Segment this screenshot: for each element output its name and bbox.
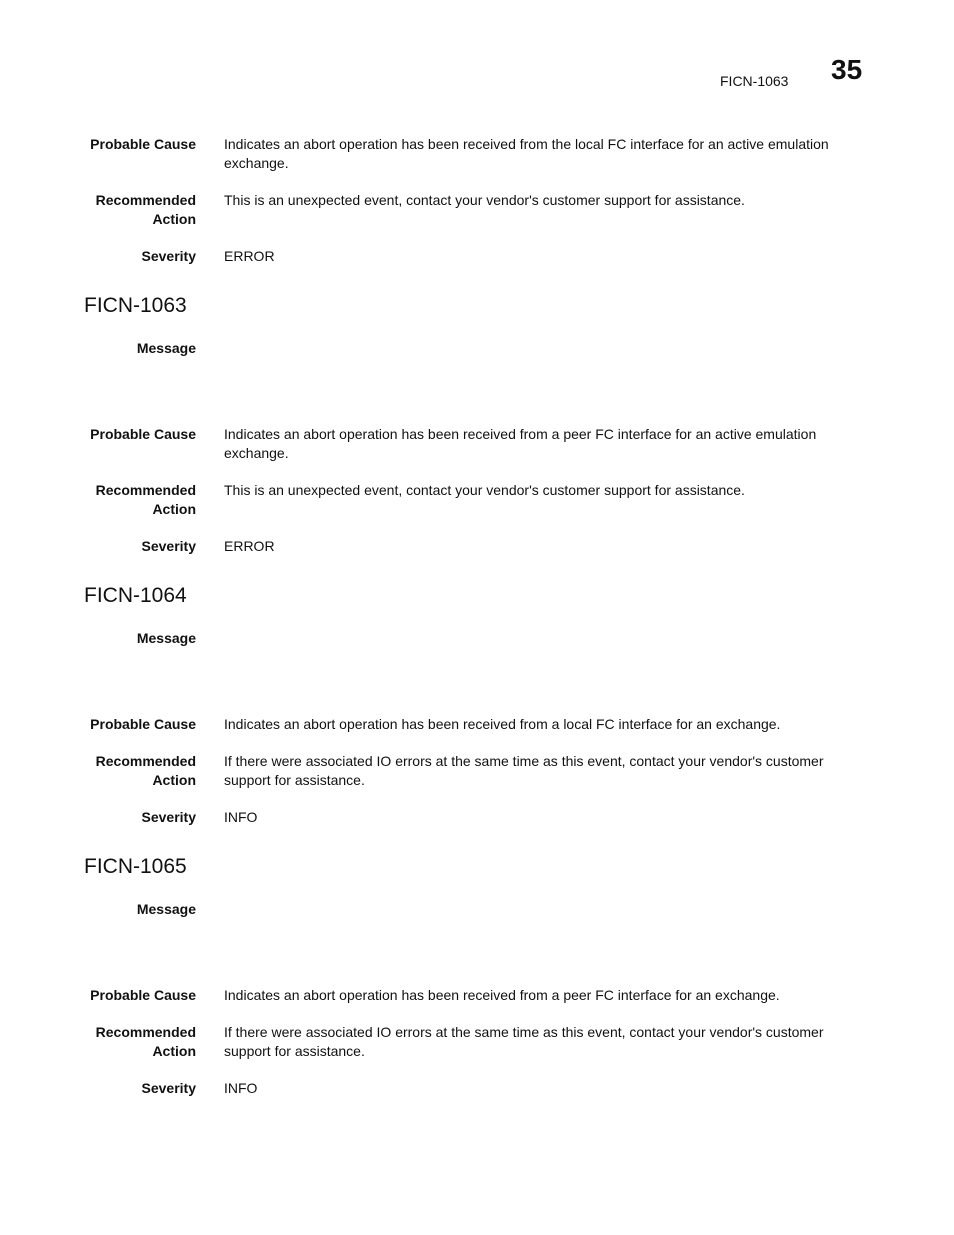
recommended-label-line1: Recommended bbox=[95, 482, 196, 498]
recommended-action-label bbox=[66, 191, 196, 229]
recommended-label-line2: Action bbox=[152, 772, 196, 788]
recommended-action-text: This is an unexpected event, contact your vendor's customer support for assistance. bbox=[224, 482, 745, 498]
recommended-label-line2: Action bbox=[152, 211, 196, 227]
severity-value: INFO bbox=[224, 1080, 258, 1096]
recommended-action-text: This is an unexpected event, contact your vendor's customer support for assistance. bbox=[224, 192, 745, 208]
chapter-number: 35 bbox=[831, 54, 863, 85]
severity-label: Severity bbox=[141, 1080, 196, 1096]
recommended-action-label bbox=[66, 1023, 196, 1061]
entry-title: FICN-1063 bbox=[84, 294, 187, 317]
severity-value: ERROR bbox=[224, 538, 275, 554]
severity-value: ERROR bbox=[224, 248, 275, 264]
probable-cause-text: Indicates an abort operation has been received from the local FC interface for an active emulation exchange. bbox=[224, 136, 829, 171]
recommended-action-text: If there were associated IO errors at the same time as this event, contact your vendor's customer support for assistance. bbox=[224, 1024, 824, 1059]
message-label: Message bbox=[136, 630, 196, 646]
probable-cause-label: Probable Cause bbox=[90, 987, 196, 1003]
entry-title: FICN-1065 bbox=[84, 855, 187, 878]
probable-cause-label: Probable Cause bbox=[90, 716, 196, 732]
recommended-label-line1: Recommended bbox=[95, 192, 196, 208]
recommended-action-text: If there were associated IO errors at the same time as this event, contact your vendor's customer support for assistance. bbox=[224, 753, 824, 788]
recommended-label-line1: Recommended bbox=[95, 753, 196, 769]
probable-cause-label: Probable Cause bbox=[90, 136, 196, 152]
message-label: Message bbox=[136, 901, 196, 917]
recommended-label-line1: Recommended bbox=[95, 1024, 196, 1040]
severity-label: Severity bbox=[141, 538, 196, 554]
recommended-label-line2: Action bbox=[152, 501, 196, 517]
probable-cause-text: Indicates an abort operation has been received from a local FC interface for an exchange. bbox=[224, 716, 781, 732]
entry-title: FICN-1064 bbox=[84, 584, 187, 607]
recommended-action-label bbox=[66, 481, 196, 519]
severity-value: INFO bbox=[224, 809, 258, 825]
probable-cause-label: Probable Cause bbox=[90, 426, 196, 442]
probable-cause-text: Indicates an abort operation has been received from a peer FC interface for an exchange. bbox=[224, 987, 780, 1003]
message-label: Message bbox=[136, 340, 196, 356]
header-section-title: FICN-1063 bbox=[720, 73, 789, 89]
recommended-action-label bbox=[66, 752, 196, 790]
probable-cause-text: Indicates an abort operation has been received from a peer FC interface for an active emulation exchange. bbox=[224, 426, 817, 461]
recommended-label-line2: Action bbox=[152, 1043, 196, 1059]
severity-label: Severity bbox=[141, 248, 196, 264]
severity-label: Severity bbox=[141, 809, 196, 825]
